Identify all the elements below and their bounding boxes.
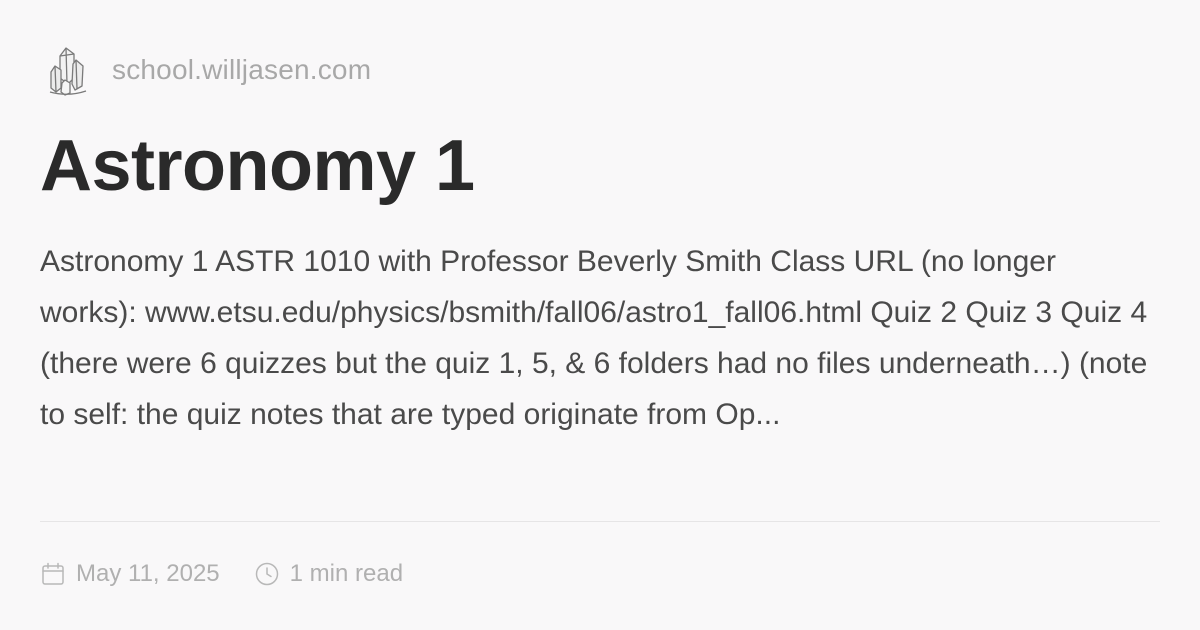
crystal-cluster-icon [48, 44, 88, 96]
divider [40, 521, 1160, 522]
og-card [40, 40, 1160, 600]
post-read-time-text: 1 min read [289, 560, 404, 587]
clock-icon [254, 561, 280, 587]
post-meta [40, 556, 403, 592]
post-excerpt: Astronomy 1 ASTR 1010 with Professor Beverly Smith Class URL (no longer works): www.etsu.edu/physics/bsmith/fall06/astro1_fall06.html Quiz 2 Quiz 3 Quiz 4 (there were 6 quizzes but the quiz 1, 5, & 6 folders had no files underneath…) (note to self: the quiz notes that are typed originate from Op... [40, 245, 1148, 431]
calendar-icon [40, 561, 66, 587]
post-date [40, 560, 220, 588]
post-read-time [254, 560, 403, 588]
page-title: Astronomy 1 [40, 126, 475, 206]
site-name[interactable]: school.willjasen.com [112, 54, 372, 85]
site-header[interactable] [48, 42, 371, 98]
post-date-text: May 11, 2025 [76, 560, 220, 587]
